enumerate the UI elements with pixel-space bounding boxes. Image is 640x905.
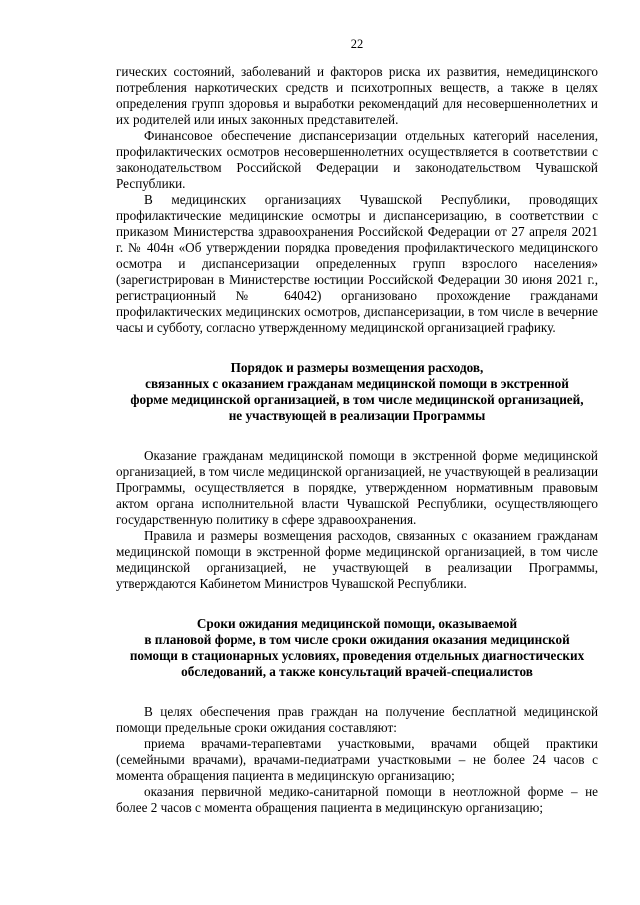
document-body (116, 64, 598, 816)
paragraph-continuation: гических состояний, заболеваний и факторов риска их развития, немедицинского потребления наркотических средств и психотропных веществ, а также в целях определения групп здоровья и выработки рекомендаций для несовершеннолетних и их родителей или иных законных представителей. (116, 64, 598, 127)
section-heading-waiting-times (116, 616, 598, 680)
heading-line: связанных с оказанием гражданам медицинской помощи в экстренной (145, 376, 569, 391)
heading-line: помощи в стационарных условиях, проведения отдельных диагностических (129, 648, 585, 663)
heading-line: форме медицинской организацией, в том числе медицинской организацией, (130, 392, 584, 407)
paragraph-waiting-primary-reception: приема врачами-терапевтами участковыми, врачами общей практики (семейными врачами), врачами-педиатрами участковыми – не более 24 часов с момента обращения пациента в медицинскую организацию; (116, 736, 598, 783)
heading-line: Сроки ожидания медицинской помощи, оказываемой (196, 616, 518, 631)
paragraph-financing: Финансовое обеспечение диспансеризации отдельных категорий населения, профилактических осмотров несовершеннолетних осуществляется в соответствии с законодательством Российской Федерации и законодательством Чувашской Республики. (116, 128, 598, 191)
paragraph-emergency-care-procedure: Оказание гражданам медицинской помощи в экстренной форме медицинской организацией, в том числе медицинской организацией, не участвующей в реализации Программы, осуществляется в порядке, утвержденном нормативным правовым актом органа исполнительной власти Чувашской Республики, осуществляющего государственную политику в сфере здравоохранения. (116, 448, 598, 527)
paragraph-waiting-times-intro: В целях обеспечения прав граждан на получение бесплатной медицинской помощи предельные сроки ожидания составляют: (116, 704, 598, 735)
page-number: 22 (350, 37, 364, 51)
heading-line: не участвующей в реализации Программы (228, 408, 486, 423)
heading-line: в плановой форме, в том числе сроки ожидания оказания медицинской (144, 632, 570, 647)
heading-line: обследований, а также консультаций врачей-специалистов (181, 664, 533, 679)
paragraph-reimbursement-rules: Правила и размеры возмещения расходов, связанных с оказанием гражданам медицинской помощи в экстренной форме медицинской организацией, в том числе медицинской организацией, не участвующей в реализации Программы, утверждаются Кабинетом Министров Чувашской Республики. (116, 528, 598, 591)
paragraph-medical-organizations: В медицинских организациях Чувашской Республики, проводящих профилактические медицинские осмотры и диспансеризацию, в соответствии с приказом Министерства здравоохранения Российской Федерации от 27 апреля 2021 г. № 404н «Об утверждении порядка проведения профилактического медицинского осмотра и диспансеризации определенных групп взрослого населения» (зарегистрирован в Министерстве юстиции Российской Федерации 30 июня 2021 г., регистрационный № 64042) организовано прохождение гражданами профилактических медицинских осмотров, диспансеризации, в том числе в вечерние часы и субботу, согласно утвержденному медицинской организацией графику. (116, 192, 598, 335)
paragraph-waiting-urgent-care: оказания первичной медико-санитарной помощи в неотложной форме – не более 2 часов с момента обращения пациента в медицинскую организацию; (116, 784, 598, 815)
section-heading-emergency-care (116, 360, 598, 424)
heading-line: Порядок и размеры возмещения расходов, (230, 360, 484, 375)
